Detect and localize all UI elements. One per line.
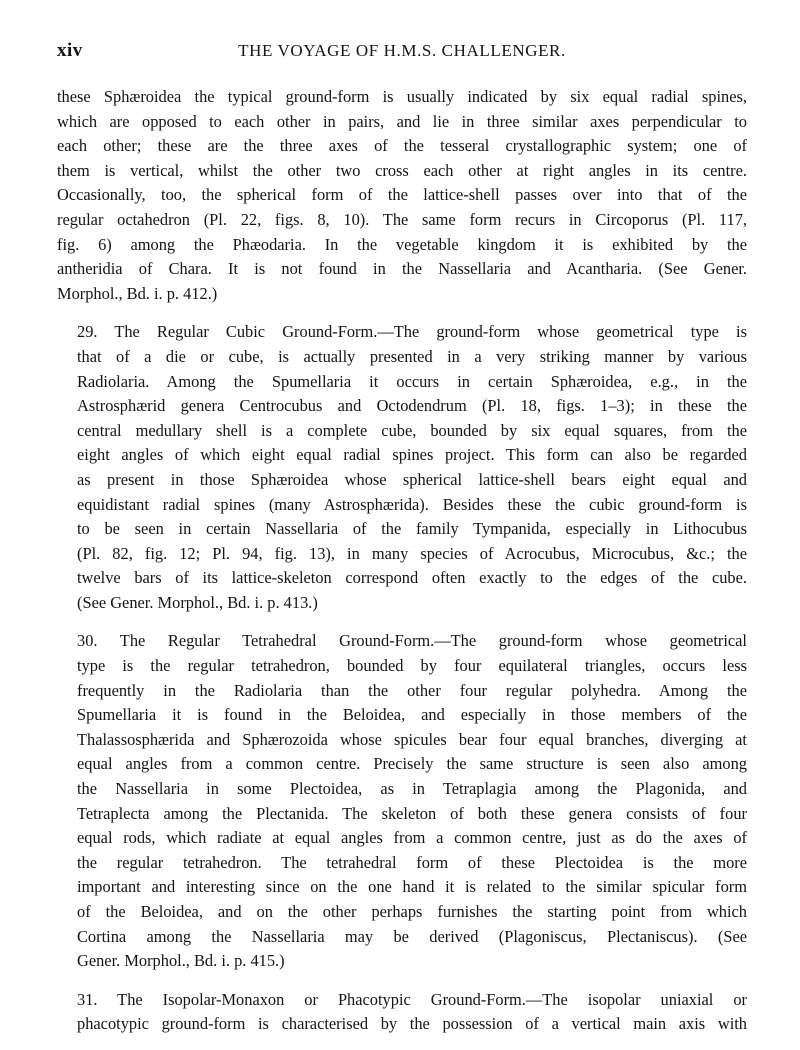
text-line: type is the regular tetrahedron, bounded by four equilateral triangles, occurs less bbox=[77, 656, 747, 676]
text-line: Occasionally, too, the spherical form of the lattice-shell passes over into that of the bbox=[57, 185, 747, 205]
text-line: Cortina among the Nassellaria may be derived (Plagoniscus, Plectaniscus). (See bbox=[77, 926, 747, 946]
text-line: (Pl. 82, fig. 12; Pl. 94, fig. 13), in many species of Acrocubus, Microcubus, &c.; the bbox=[77, 543, 747, 563]
text-line: 31. The Isopolar-Monaxon or Phacotypic Ground-Form.—The isopolar uniaxial or bbox=[77, 989, 747, 1009]
paragraph-31-phacotypic-ground-form bbox=[57, 988, 747, 1037]
text-line: as present in those Sphæroidea whose spherical lattice-shell bears eight equal and bbox=[77, 469, 747, 489]
text-line: them is vertical, whilst the other two cross each other at right angles in its centre. bbox=[57, 160, 747, 180]
text-line: to be seen in certain Nassellaria of the family Tympanida, especially in Lithocubus bbox=[77, 519, 747, 539]
paragraph-29-cubic-ground-form bbox=[57, 320, 747, 615]
text-line: of the Beloidea, and on the other perhaps furnishes the starting point from which bbox=[77, 902, 747, 921]
text-line: twelve bars of its lattice-skeleton correspond often exactly to the edges of the cube. bbox=[77, 568, 747, 588]
text-line: fig. 6) among the Phæodaria. In the vegetable kingdom it is exhibited by the bbox=[57, 234, 747, 254]
text-line: 30. The Regular Tetrahedral Ground-Form.—The ground-form whose geometrical bbox=[77, 631, 747, 651]
text-line: equidistant radial spines (many Astrosphærida). Besides these the cubic ground-form is bbox=[77, 494, 747, 514]
text-line: Thalassosphærida and Sphærozoida whose spicules bear four equal branches, diverging at bbox=[77, 729, 747, 749]
text-line: frequently in the Radiolaria than the other four regular polyhedra. Among the bbox=[77, 680, 747, 700]
text-line: 29. The Regular Cubic Ground-Form.—The ground-form whose geometrical type is bbox=[77, 322, 747, 342]
page-number: xiv bbox=[57, 40, 83, 61]
body-text bbox=[57, 85, 747, 1037]
text-line: equal angles from a common centre. Precisely the same structure is seen also among bbox=[77, 754, 747, 774]
text-line: Morphol., Bd. i. p. 412.) bbox=[57, 283, 218, 303]
text-line: important and interesting since on the one hand it is related to the similar spicular form bbox=[77, 877, 747, 897]
text-line: Tetraplecta among the Plectanida. The skeleton of both these genera consists of four bbox=[77, 803, 747, 823]
text-line: phacotypic ground-form is characterised by the possession of a vertical main axis with bbox=[77, 1014, 747, 1034]
text-line: eight angles of which eight equal radial spines project. This form can also be regarded bbox=[77, 445, 747, 465]
text-line: equal rods, which radiate at equal angles from a common centre, just as do the axes of bbox=[77, 828, 747, 848]
text-line: (See Gener. Morphol., Bd. i. p. 413.) bbox=[77, 592, 318, 612]
text-line: antheridia of Chara. It is not found in the Nassellaria and Acantharia. (See Gener. bbox=[57, 259, 747, 279]
text-line: Spumellaria it is found in the Beloidea, and especially in those members of the bbox=[77, 705, 747, 725]
paragraph-continuation bbox=[57, 85, 747, 306]
running-title: THE VOYAGE OF H.M.S. CHALLENGER. bbox=[238, 41, 566, 60]
text-line: that of a die or cube, is actually presented in a very striking manner by various bbox=[77, 346, 747, 366]
paragraph-30-tetrahedral-ground-form bbox=[57, 629, 747, 973]
text-line: which are opposed to each other in pairs, and lie in three similar axes perpendicular to bbox=[57, 111, 747, 131]
text-line: Radiolaria. Among the Spumellaria it occurs in certain Sphæroidea, e.g., in the bbox=[77, 371, 747, 391]
text-line: these Sphæroidea the typical ground-form is usually indicated by six equal radial spines, bbox=[57, 87, 747, 106]
text-line: regular octahedron (Pl. 22, figs. 8, 10). The same form recurs in Circoporus (Pl. 117, bbox=[57, 209, 747, 229]
text-line: the regular tetrahedron. The tetrahedral form of these Plectoidea is the more bbox=[77, 852, 747, 872]
text-line: each other; these are the three axes of the tesseral crystallographic system; one of bbox=[57, 136, 747, 156]
text-line: central medullary shell is a complete cube, bounded by six equal squares, from the bbox=[77, 420, 747, 440]
text-line: the Nassellaria in some Plectoidea, as in Tetraplagia among the Plagonida, and bbox=[77, 779, 747, 799]
page-header bbox=[57, 40, 747, 64]
text-line: Astrosphærid genera Centrocubus and Octodendrum (Pl. 18, figs. 1–3); in these the bbox=[77, 396, 747, 416]
text-line: Gener. Morphol., Bd. i. p. 415.) bbox=[77, 951, 285, 971]
